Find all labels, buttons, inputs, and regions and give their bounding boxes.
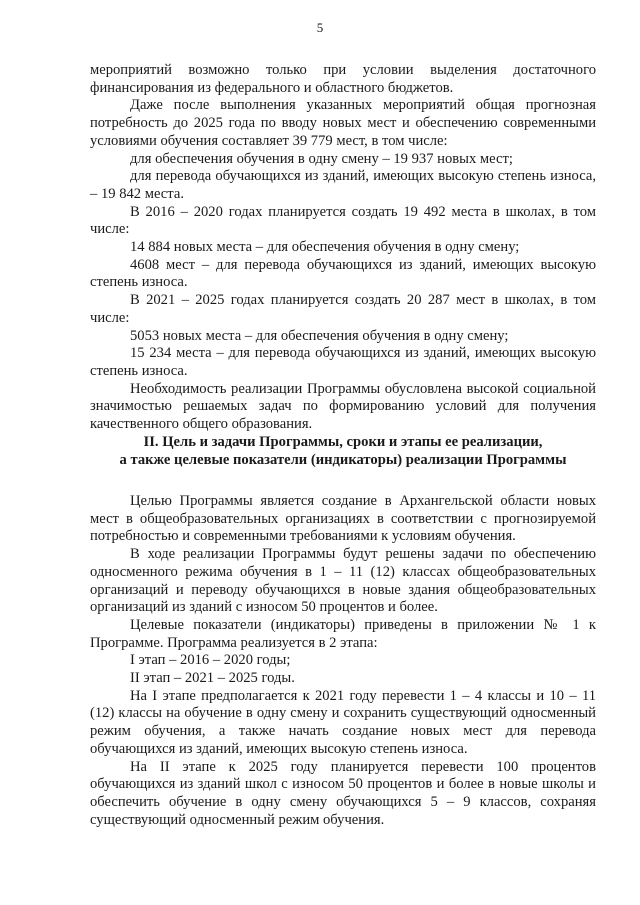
paragraph: В 2021 – 2025 годах планируется создать 20 287 мест в школах, в том числе: xyxy=(90,292,596,326)
paragraph: На II этапе к 2025 году планируется перевести 100 процентов обучающихся из зданий школ с износом 50 процентов и более в новые школы и обеспечить обучение в одну смену обучающихся 5 – 9 классов, сохраняя существующий односменный режим обучения. xyxy=(90,758,596,828)
paragraph: Целью Программы является создание в Архангельской области новых мест в общеобразовательных организациях в соответствии с прогнозируемой потребностью и современными требованиями к условиям обучения. xyxy=(90,493,596,545)
paragraph: 5053 новых места – для обеспечения обучения в одну смену; xyxy=(130,327,509,344)
paragraph: На I этапе предполагается к 2021 году перевести 1 – 4 классы и 10 – 11 (12) классы на обучение в одну смену и сохранить существующий односменный режим обучения, а также начать создание новых мест для перевода обучающихся из зданий, имеющих высокую степень износа. xyxy=(90,687,596,757)
paragraph: мероприятий возможно только при условии выделения достаточного финансирования из федерального и областного бюджетов. xyxy=(90,62,596,96)
paragraph: 14 884 новых места – для обеспечения обучения в одну смену; xyxy=(130,239,520,256)
paragraph: 4608 мест – для перевода обучающихся из зданий, имеющих высокую степень износа. xyxy=(90,256,596,291)
paragraph: 15 234 места – для перевода обучающихся из зданий, имеющих высокую степень износа. xyxy=(90,345,596,379)
paragraph: для перевода обучающихся из зданий, имеющих высокую степень износа, – 19 842 места. xyxy=(90,168,596,202)
paragraph: II этап – 2021 – 2025 годы. xyxy=(130,670,295,687)
paragraph: В 2016 – 2020 годах планируется создать 19 492 места в школах, в том числе: xyxy=(90,203,596,238)
section-heading-line-2: а также целевые показатели (индикаторы) реализации Программы xyxy=(119,452,567,468)
paragraph: I этап – 2016 – 2020 годы; xyxy=(130,652,291,669)
section-heading xyxy=(90,433,596,469)
page-number: 5 xyxy=(316,20,324,35)
paragraph: для обеспечения обучения в одну смену – 19 937 новых мест; xyxy=(130,150,513,167)
paragraph: В ходе реализации Программы будут решены задачи по обеспечению односменного режима обучения в 1 – 11 (12) классах общеобразовательных организаций и переводу обучающихся в новые здания общеобразовательных организаций из зданий с износом 50 процентов и более. xyxy=(90,546,596,616)
section-2-text xyxy=(90,493,596,829)
paragraph: Даже после выполнения указанных мероприятий общая прогнозная потребность до 2025 года по вводу новых мест и обеспечению современными условиями обучения составляет 39 779 мест, в том числе: xyxy=(90,97,596,149)
section-1-text xyxy=(90,62,596,434)
paragraph: Целевые показатели (индикаторы) приведены в приложении № 1 к Программе. Программа реализуется в 2 этапа: xyxy=(90,616,596,651)
paragraph: Необходимость реализации Программы обусловлена высокой социальной значимостью решаемых задач по формированию условий для получения качественного общего образования. xyxy=(90,380,596,433)
section-heading-line-1: II. Цель и задачи Программы, сроки и этапы ее реализации, xyxy=(143,434,543,450)
